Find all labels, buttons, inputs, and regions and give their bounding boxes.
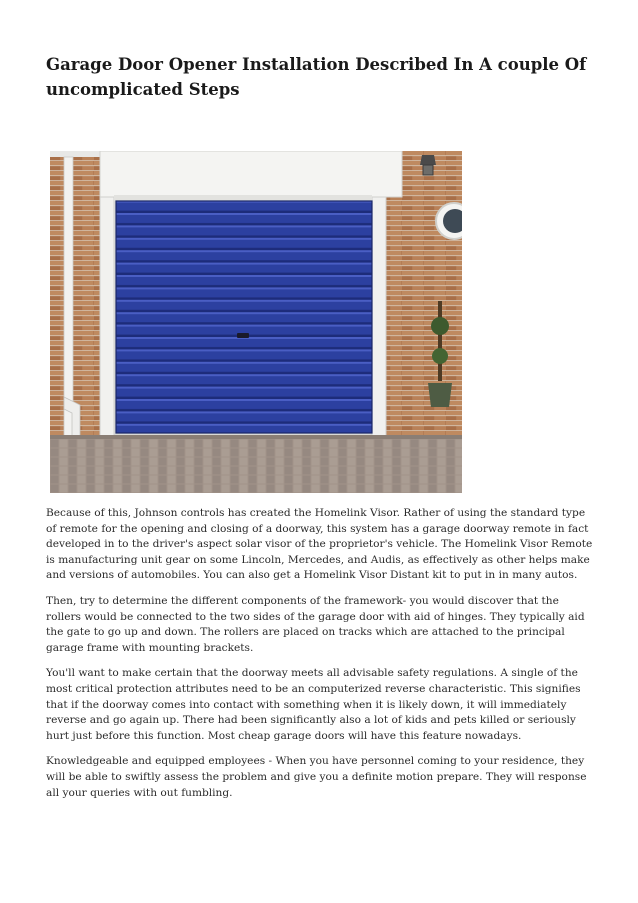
paragraph: Then, try to determine the different components of the framework- you would discover that the rollers would be connected to the two sides of the garage door with aid of hinges. They typically aid the gate to go up and down. The rollers are placed on tracks which are attached to the principal garage frame with mounting brackets. — [46, 594, 585, 654]
topiary-plant — [431, 317, 449, 335]
left-brick-pillar — [50, 157, 102, 442]
paragraph: Because of this, Johnson controls has created the Homelink Visor. Rather of using the standard type of remote for the opening and closing of a doorway, this system has a garage doorway remote in fact developed in to the driver's aspect solar visor of the proprietor's vehicle. The Homelink Visor Remote is manufacturing unit gear on some Lincoln, Mercedes, and Audis, as effectively as other helps make and versions of automobiles. You can also get a Homelink Visor Distant kit to put in in many autos. — [46, 507, 593, 582]
article-body — [46, 506, 594, 811]
wall-lamp — [420, 155, 436, 165]
garage-door-illustration — [50, 151, 462, 493]
door-frame-left — [100, 197, 114, 441]
paved-driveway — [50, 437, 462, 493]
door-frame-right — [372, 197, 386, 441]
garage-door-photo — [50, 151, 462, 493]
door-lock — [237, 333, 249, 338]
door-lintel — [100, 151, 402, 197]
paragraph: You'll want to make certain that the doorway meets all advisable safety regulations. A single of the most critical protection attributes need to be an computerized reverse characteristic. This signifies that if the doorway comes into contact with something when it is likely down, it will immediately reverse and go again up. There had been significantly also a lot of kids and pets killed or seriously hurt just before this function. Most cheap garage doors will have this feature nowadays. — [46, 667, 581, 742]
paragraph: Knowledgeable and equipped employees - When you have personnel coming to your residence, they will be able to swiftly assess the problem and give you a definite motion prepare. They will response all your queries with out fumbling. — [46, 755, 587, 799]
page-title: Garage Door Opener Installation Described In A couple Of uncomplicated Steps — [46, 55, 587, 99]
blue-garage-door — [116, 201, 372, 433]
